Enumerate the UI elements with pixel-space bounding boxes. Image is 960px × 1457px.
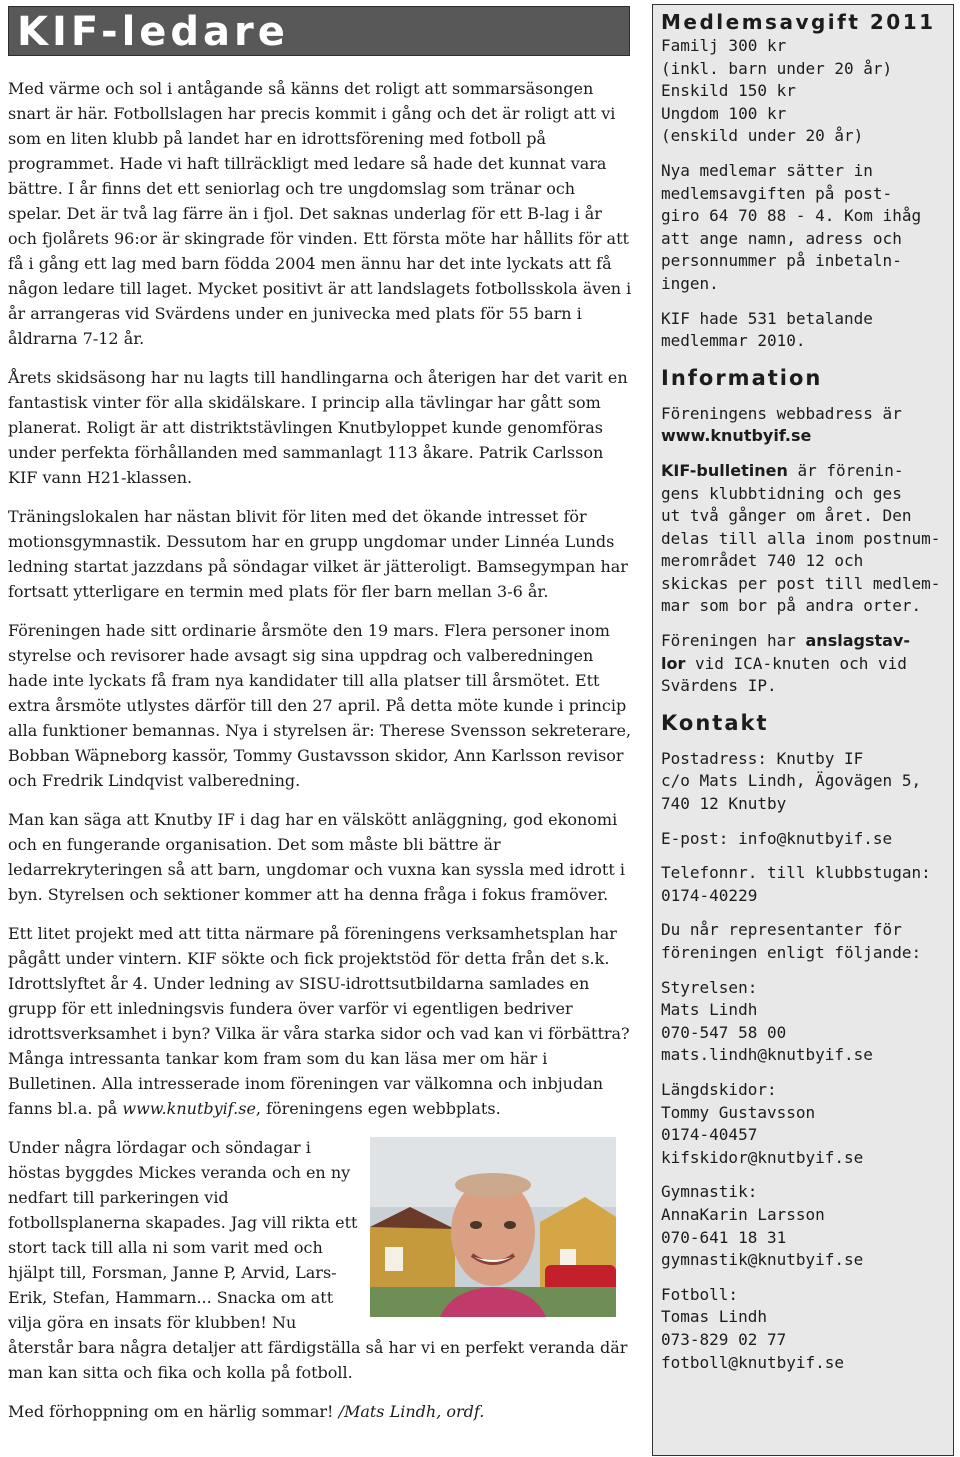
paid-members-text: KIF hade 531 betalande medlemmar 2010. [661,308,873,351]
page-title: KIF-ledare [17,9,289,55]
closing-paragraph [8,1399,632,1424]
main-column [8,6,632,1438]
board-post: vid ICA-knuten och vid Svärdens IP. [661,653,907,696]
contact-skiing: Längdskidor: Tommy Gustavsson 0174-40457 kifskidor@knutbyif.se [661,1079,864,1167]
article-paragraph: Träningslokalen har nästan blivit för liten med det ökande intresset för motionsgymnastik. Dessutom har en grupp ungdomar under Linnéa Lunds ledning startat jazzdans på söndagar vilket är jätteroligt. Bamsegympan har fortsatt ytterligare en termin med plats för fler barn mellan 3-6 år. [8,507,628,601]
paragraph-text: , föreningens egen webbplats. [255,1099,501,1118]
information-heading: Information [661,365,823,390]
contact-heading: Kontakt [661,710,769,735]
web-url-link[interactable]: www.knutbyif.se [661,426,812,446]
portrait-image [370,1137,616,1317]
board-bold: anslagstav- lor [661,631,910,673]
article [8,76,632,1424]
title-bar [8,6,630,56]
postal-address: Postadress: Knutby IF c/o Mats Lindh, Ägovägen 5, 740 12 Knutby [661,748,922,814]
sidebar [652,4,954,1456]
bulletin-text [661,460,953,618]
bulletin-name: KIF-bulletinen [661,460,788,480]
board-pre: Föreningen har [661,631,806,651]
contact-gymnastics: Gymnastik: AnnaKarin Larsson 070-641 18 31 gymnastik@knutbyif.se [661,1182,864,1270]
closing-text: Med förhoppning om en härlig sommar! [8,1402,339,1421]
clubhouse-phone: Telefonnr. till klubbstugan: 0174-40229 [661,863,931,905]
representatives-intro: Du når representanter för föreningen enligt följande: [661,920,922,962]
article-paragraph [8,1135,632,1385]
new-members-text: Nya medlemar sätter in medlemsavgiften på post- giro 64 70 88 - 4. Kom ihåg att ange namn, adress och personnummer på inbetaln- ingen. [661,160,922,293]
author-photo [370,1137,616,1317]
fee-list: Familj 300 kr (inkl. barn under 20 år) Enskild 150 kr Ungdom 100 kr (enskild under 20 år) [661,36,893,146]
article-paragraph: Man kan säga att Knutby IF i dag har en välskött anläggning, god ekonomi och en fungerande organisation. Det som måste bli bättre är ledarrekryteringen så att barn, ungdomar och vuxna kan syssla med idrott i byn. Styrelsen och sektioner kommer att ha denna fråga i fokus framöver. [8,810,625,904]
contact-football: Fotboll: Tomas Lindh 073-829 02 77 fotboll@knutbyif.se [661,1284,845,1372]
paragraph-text: Ett litet projekt med att titta närmare på föreningens verksamhetsplan har pågått under vintern. KIF sökte och fick projektstöd för detta från det s.k. Idrottslyftet år 4. Under ledning av SISU-idrottsutbildarna samlades en grupp för ett inledningsvis fundera över varför vi egentligen bedriver idrottsverksamhet i byn? Vilka är våra starka sidor och vad kan vi förbättra? Många intressanta tankar kom fram som du kan läsa mer om här i Bulletinen. Alla intresserade inom föreningen var välkomna och inbjudan fanns bl.a. på [8,924,630,1118]
contact-board: Styrelsen: Mats Lindh 070-547 58 00 mats.lindh@knutbyif.se [661,977,873,1065]
paragraph-text: Under några lördagar och söndagar i höstas byggdes Mickes veranda och en ny nedfart till parkeringen vid fotbollsplanerna skapades. Jag vill rikta ett stort tack till alla ni som varit med och hjälpt till, Forsman, Janne P, Arvid, Lars-Erik, Stefan, Hammarn... Snacka om att vilja göra en insats för klubben! Nu återstår bara några detaljer att färdigställa så har vi en perfekt veranda där man kan sitta och fika och kolla på fotboll. [8,1138,628,1382]
contact-email: E-post: info@knutbyif.se [661,828,893,848]
bulletin-description: är förenin- gens klubbtidning och ges ut två gånger om året. Den delas till alla inom postnum- merområdet 740 12 och skickas per post till medlem- mar som bor på andra orter. [661,460,941,616]
website-link[interactable]: www.knutbyif.se [122,1099,256,1118]
article-paragraph: Årets skidsäsong har nu lagts till handlingarna och återigen har det varit en fantastisk vinter för alla skidälskare. I princip alla tävlingar har gått som planerat. Roligt är att distriktstävlingen Knutbyloppet kunde genomföras under perfekta förhållanden med sammanlagt 113 åkare. Patrik Carlsson KIF vann H21-klassen. [8,368,628,487]
notice-boards-text [661,630,953,698]
fee-heading: Medlemsavgift 2011 [661,10,936,34]
article-paragraph: Föreningen hade sitt ordinarie årsmöte den 19 mars. Flera personer inom styrelse och revisorer hade avsagt sig sina uppdrag och valberedningen hade inte lyckats få fram nya kandidater till alla platser till årsmötet. Ett extra årsmöte utlystes därför till den 27 april. På detta möte kunde i princip alla funktioner bemannas. Nya i styrelsen är: Therese Svensson sekreterare, Bobban Wäpneborg kassör, Tommy Gustavsson skidor, Ann Karlsson revisor och Fredrik Lindqvist valberedning. [8,621,632,790]
web-address [661,403,953,448]
article-paragraph [8,921,632,1121]
signature: /Mats Lindh, ordf. [338,1402,485,1421]
article-paragraph: Med värme och sol i antågande så känns det roligt att sommarsäsongen snart är här. Fotbollslagen har precis kommit i gång och det är roligt att vi som en liten klubb på landet har en idrottsförening med fotboll på programmet. Hade vi haft tillräckligt med ledare så hade det kunnat vara bättre. I år finns det ett seniorlag och tre ungdomslag som tränar och spelar. Det är två lag färre än i fjol. Det saknas underlag för ett B-lag i år och fjolårets 96:or är skingrade för vinden. Ett första möte har hållits för att få i gång ett lag med barn födda 2004 men ännu har det inte lyckats att få någon ledare till laget. Mycket positivt är att landslagets fotbollsskola även i år arrangeras vid Svärdens under en junivecka med plats för 55 barn i åldrarna 7-12 år. [8,79,632,348]
web-text: Föreningens webbadress är [661,403,902,423]
